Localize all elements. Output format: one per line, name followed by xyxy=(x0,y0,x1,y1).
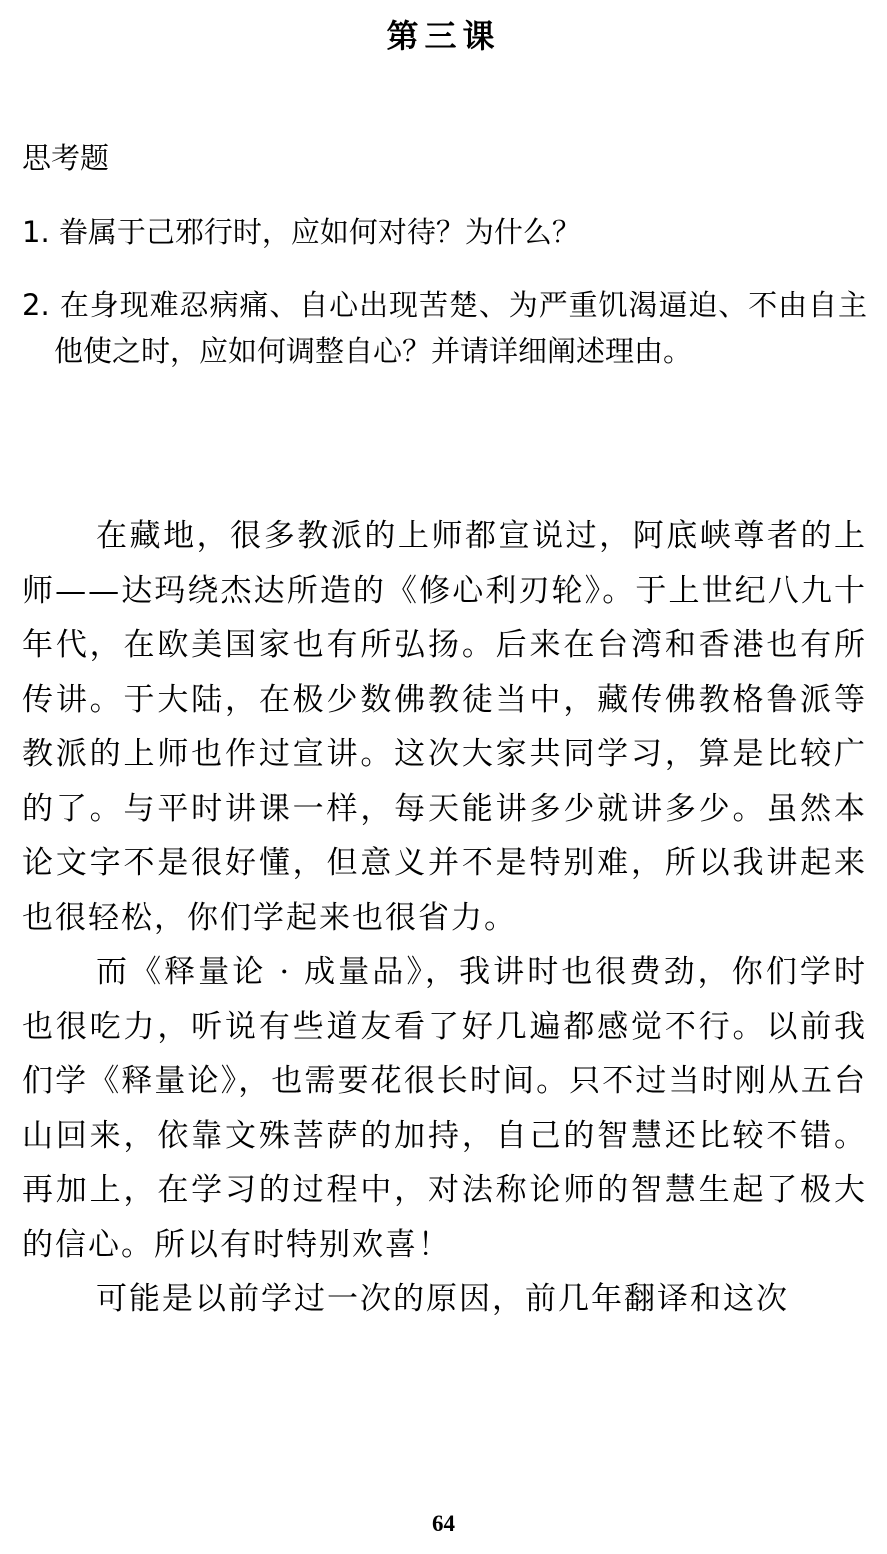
lecture-body xyxy=(22,509,867,1327)
body-paragraph: 而《释量论 · 成量品》，我讲时也很费劲，你们学时也很吃力，听说有些道友看了好几遍都感觉不行。以前我们学《释量论》，也需要花很长时间。只不过当时刚从五台山回来，依靠文殊菩萨的加持，自己的智慧还比较不错。再加上，在学习的过程中，对法称论师的智慧生起了极大的信心。所以有时特别欢喜！ xyxy=(22,954,867,1263)
questions-heading: 思考题 xyxy=(22,141,110,175)
body-paragraph: 可能是以前学过一次的原因，前几年翻译和这次 xyxy=(96,1281,789,1317)
question-item: 2. 在身现难忍病痛、自心出现苦楚、为严重饥渴逼迫、不由自主他使之时，应如何调整自心？并请详细阐述理由。 xyxy=(22,288,867,368)
page-number: 64 xyxy=(432,1511,455,1536)
body-paragraph: 在藏地，很多教派的上师都宣说过，阿底峡尊者的上师——达玛绕杰达所造的《修心利刃轮》。于上世纪八九十年代，在欧美国家也有所弘扬。后来在台湾和香港也有所传讲。于大陆，在极少数佛教徒当中，藏传佛教格鲁派等教派的上师也作过宣讲。这次大家共同学习，算是比较广的了。与平时讲课一样，每天能讲多少就讲多少。虽然本论文字不是很好懂，但意义并不是特别难，所以我讲起来也很轻松，你们学起来也很省力。 xyxy=(22,518,867,936)
page-title: 第三课 xyxy=(386,17,501,55)
question-item: 1. 眷属于己邪行时，应如何对待？为什么？ xyxy=(22,215,581,249)
